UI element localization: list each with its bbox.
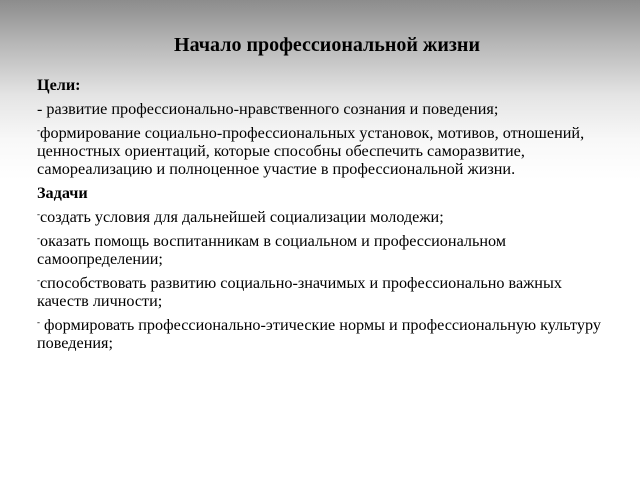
goal-item-text: формирование социально-профессиональных установок, мотивов, отношений, ценностных ориентаций, которые способны обеспечить саморазвитие, самореализацию и полноценное участие в профессиональной жизни.: [37, 124, 585, 178]
task-item-text: формировать профессионально-этические нормы и профессиональную культуру поведения;: [37, 316, 605, 352]
bullet-marker: -: [37, 125, 40, 135]
tasks-heading: Задачи: [37, 184, 88, 202]
task-item: [37, 274, 607, 310]
task-item-text: способствовать развитию социально-значимых и профессионально важных качеств личности;: [37, 274, 562, 310]
task-item-text: создать условия для дальнейшей социализации молодежи;: [40, 208, 444, 226]
goals-heading: Цели:: [37, 76, 81, 94]
bullet-marker: -: [37, 209, 40, 219]
task-item: [37, 232, 607, 268]
task-item-text: оказать помощь воспитанникам в социальном и профессиональном самоопределении;: [37, 232, 507, 268]
task-item: [37, 208, 607, 226]
bullet-marker: -: [37, 317, 40, 327]
task-item: [37, 316, 607, 352]
goal-dash-line: - развитие профессионально-нравственного сознания и поведения;: [37, 100, 499, 118]
slide-content: [37, 76, 607, 358]
bullet-marker: -: [37, 275, 40, 285]
bullet-marker: -: [37, 233, 40, 243]
goal-item: [37, 124, 607, 178]
slide-title: Начало профессиональной жизни: [174, 34, 480, 56]
